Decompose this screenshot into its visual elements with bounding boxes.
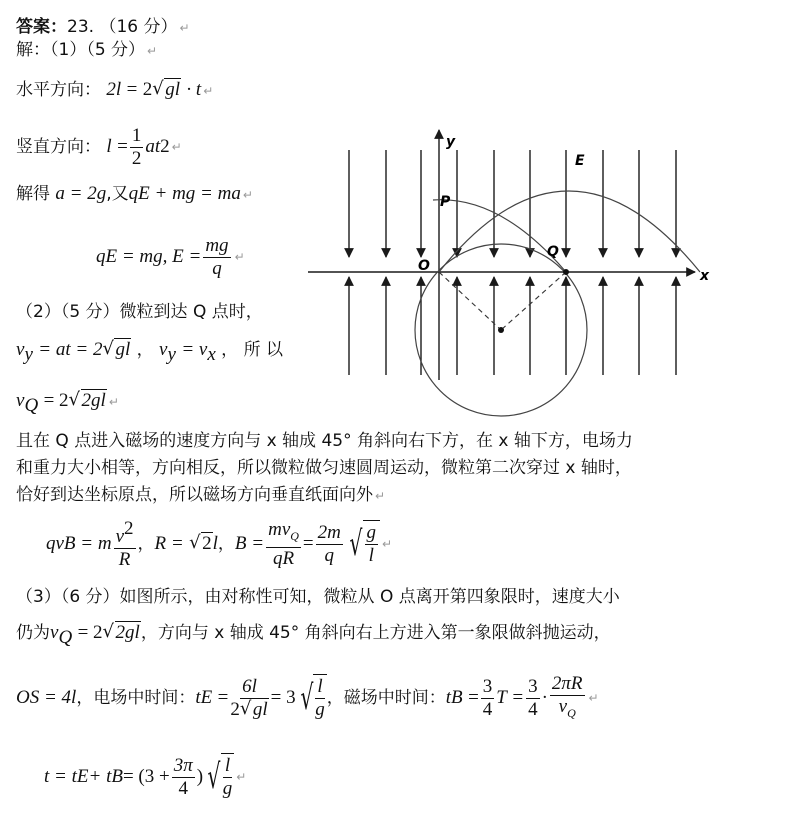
origin-label: O xyxy=(418,258,430,274)
exponent: 2 xyxy=(160,136,170,157)
eq-term: qE + mg = ma xyxy=(128,183,241,204)
radicand: 2gl xyxy=(81,390,106,411)
eq-term: v xyxy=(50,622,59,643)
sqrt xyxy=(152,80,181,100)
answer-heading xyxy=(16,17,190,38)
radicand: gl xyxy=(165,79,180,100)
subscript: Q xyxy=(24,395,39,416)
eq-term: = 3 xyxy=(270,687,296,708)
field-arrows-down xyxy=(349,150,676,257)
fraction xyxy=(365,522,379,567)
numerator: 6l xyxy=(242,675,257,697)
vertical-equation xyxy=(16,122,182,172)
radicand: gl xyxy=(115,339,131,360)
vq-equation xyxy=(16,391,119,416)
denominator: l xyxy=(368,545,374,566)
return-mark: ↵ xyxy=(179,21,190,35)
sqrt xyxy=(69,391,107,411)
point-p-label: P xyxy=(440,194,451,210)
part2-intro xyxy=(16,302,263,322)
fraction xyxy=(172,755,195,800)
point-q-label: Q xyxy=(547,244,559,260)
radius-q xyxy=(501,272,566,330)
denominator xyxy=(230,699,268,721)
eq-term: t xyxy=(445,687,452,708)
sqrt xyxy=(296,674,327,722)
eq-term: a = 2g xyxy=(55,183,107,204)
eq-term: = (3 + xyxy=(122,766,170,787)
sqrt xyxy=(102,340,131,360)
radicand: 2 xyxy=(202,533,212,554)
denominator: q xyxy=(212,257,222,279)
numerator: 2πR xyxy=(551,672,583,694)
horizontal-equation xyxy=(16,80,213,101)
solve-label: 解得 xyxy=(16,184,50,204)
fraction xyxy=(114,518,136,571)
physics-diagram xyxy=(300,120,720,420)
return-mark: ↵ xyxy=(147,44,158,58)
part3-line2 xyxy=(16,623,611,648)
radicand: gl xyxy=(252,698,268,720)
eq-term: v xyxy=(16,339,25,360)
denominator: 4 xyxy=(482,698,493,720)
numerator: l xyxy=(317,676,323,697)
fraction xyxy=(266,519,301,570)
part3-line1: （3）（6 分）如图所示，由对称性可知，微粒从 O 点离开第四象限时，速度大小 xyxy=(16,587,620,607)
circle-center-dot xyxy=(498,327,504,333)
radicand xyxy=(313,674,327,722)
return-mark: ↵ xyxy=(203,84,214,98)
eq-sign: = xyxy=(468,687,479,708)
paragraph-line xyxy=(16,485,385,506)
return-mark: ↵ xyxy=(236,770,247,784)
separator: ， xyxy=(137,534,155,554)
part1-heading xyxy=(16,40,157,61)
numerator: g xyxy=(366,522,377,543)
force-equation xyxy=(46,516,392,572)
radical-sign: √ xyxy=(349,524,363,564)
subscript: B xyxy=(111,766,123,787)
numerator: l xyxy=(224,755,231,776)
sqrt xyxy=(189,534,213,554)
sqrt xyxy=(103,623,141,643)
num-term: v xyxy=(115,525,125,547)
denominator: R xyxy=(118,548,131,570)
subscript: Q xyxy=(567,705,576,720)
radius-o xyxy=(439,272,501,330)
den-coef: 2 xyxy=(230,698,240,720)
radicand xyxy=(363,520,381,568)
subscript: Q xyxy=(290,528,299,543)
paragraph-line: 且在 Q 点进入磁场的速度方向与 x 轴成 45° 角斜向右下方，在 x 轴下方，电场力 xyxy=(16,431,633,451)
denominator: 2 xyxy=(131,147,142,169)
radicand: 2gl xyxy=(115,622,140,643)
eq-sign: = xyxy=(117,136,128,157)
num-term: mv xyxy=(268,518,291,540)
eq-sign: = xyxy=(217,687,229,708)
eq-term: v xyxy=(16,390,25,411)
denominator: g xyxy=(222,778,233,799)
den-term: v xyxy=(558,695,568,717)
fraction xyxy=(481,676,495,721)
time-equation xyxy=(16,668,599,728)
eq-term: + t xyxy=(88,766,112,787)
parabola-o-to-s xyxy=(439,191,700,272)
numerator: mg xyxy=(205,234,229,256)
numerator: 3π xyxy=(173,754,193,776)
total-time-equation xyxy=(44,748,246,806)
eq-term: = 2 xyxy=(43,390,69,411)
fraction xyxy=(550,673,585,724)
eq-term: · t xyxy=(186,79,202,100)
return-mark: ↵ xyxy=(171,140,182,154)
radicand xyxy=(221,753,235,801)
line-prefix: 仍为 xyxy=(16,623,50,643)
denominator: g xyxy=(315,699,325,720)
fraction xyxy=(526,676,540,721)
y-axis-label: y xyxy=(446,134,456,150)
return-mark: ↵ xyxy=(234,250,245,264)
eq-term: B = xyxy=(234,533,265,554)
radical-sign: √ xyxy=(299,678,313,718)
fraction xyxy=(223,755,233,800)
dot: · xyxy=(541,687,548,708)
separator: ， xyxy=(217,534,235,554)
field-result-equation xyxy=(96,232,245,282)
denominator: 4 xyxy=(178,777,188,799)
sqrt xyxy=(345,520,380,568)
line-suffix: ，方向与 x 轴成 45° 角斜向右上方进入第一象限做斜抛运动， xyxy=(140,623,611,643)
horizontal-label: 水平方向： xyxy=(16,80,101,100)
return-mark: ↵ xyxy=(108,395,119,409)
eq-term: qE = mg, E = xyxy=(96,246,202,267)
part1-label: 解：（1）（5 分） xyxy=(16,40,146,60)
part2-intro-text: （2）（5 分）微粒到达 Q 点时， xyxy=(16,302,263,322)
return-mark: ↵ xyxy=(382,537,393,551)
eq-sign: = xyxy=(302,533,314,554)
eq-term: T = xyxy=(496,687,525,708)
fraction xyxy=(230,676,268,721)
eq-term: at xyxy=(145,136,161,157)
eq-sign: = xyxy=(126,79,138,100)
b-time-label: ，磁场中时间： xyxy=(326,688,446,708)
subscript: E xyxy=(76,766,89,787)
denominator: 4 xyxy=(528,698,538,720)
return-mark: ↵ xyxy=(242,188,253,202)
subscript: B xyxy=(451,687,463,708)
denominator xyxy=(559,696,576,724)
denominator: q xyxy=(324,544,334,566)
x-axis-label: x xyxy=(700,268,710,284)
vy-equation xyxy=(16,340,283,365)
eq-term: R = xyxy=(154,533,184,554)
paren: ) xyxy=(196,766,204,787)
eq-term: 2 xyxy=(142,79,153,100)
connector-text: ,又 xyxy=(106,184,129,204)
numerator: 3 xyxy=(528,675,538,697)
eq-term: qvB = m xyxy=(46,533,112,554)
eq-term: v xyxy=(159,339,168,360)
numerator: 1 xyxy=(131,124,142,146)
solve-line xyxy=(16,184,253,205)
subscript: Q xyxy=(58,627,73,648)
subscript: x xyxy=(207,344,216,365)
subscript: y xyxy=(167,344,176,365)
eq-term: t = t xyxy=(44,766,77,787)
paragraph-text: 恰好到达坐标原点，所以磁场方向垂直纸面向外 xyxy=(16,485,373,505)
numerator: 2m xyxy=(317,521,341,543)
subscript: E xyxy=(200,687,213,708)
fraction xyxy=(130,125,144,170)
exponent: 2 xyxy=(124,517,134,539)
sqrt xyxy=(203,753,234,801)
subscript: y xyxy=(24,344,33,365)
eq-term: = 2 xyxy=(77,622,103,643)
field-label: E xyxy=(575,153,585,169)
paragraph-line: 和重力大小相等，方向相反，所以微粒做匀速圆周运动，微粒第二次穿过 x 轴时， xyxy=(16,458,632,478)
numerator: 3 xyxy=(482,675,493,697)
eq-term: t xyxy=(195,687,201,708)
answer-text: 23. （16 分） xyxy=(67,17,178,37)
fraction xyxy=(203,235,230,280)
parabola-p-to-q xyxy=(433,200,566,272)
denominator: qR xyxy=(272,547,295,569)
eq-term: = v xyxy=(181,339,208,360)
eq-term: l xyxy=(212,533,218,554)
e-time-label: ，电场中时间： xyxy=(76,688,196,708)
answer-label: 答案： xyxy=(16,17,67,37)
eq-term: = at = 2 xyxy=(38,339,103,360)
fraction xyxy=(316,522,343,567)
return-mark: ↵ xyxy=(588,691,599,705)
numerator xyxy=(266,519,301,548)
so-text: ， 所 以 xyxy=(215,340,283,360)
sqrt xyxy=(240,699,269,721)
separator: ， xyxy=(131,340,160,360)
vertical-label: 竖直方向： xyxy=(16,137,101,157)
fraction xyxy=(315,676,325,721)
radical-sign: √ xyxy=(207,757,221,797)
eq-term: OS = 4l xyxy=(16,687,77,708)
eq-term: l xyxy=(106,136,112,157)
point-q-dot xyxy=(563,269,569,275)
eq-term: 2l xyxy=(106,79,122,100)
return-mark: ↵ xyxy=(375,489,386,503)
field-arrows-up xyxy=(349,277,676,375)
numerator xyxy=(114,518,136,549)
